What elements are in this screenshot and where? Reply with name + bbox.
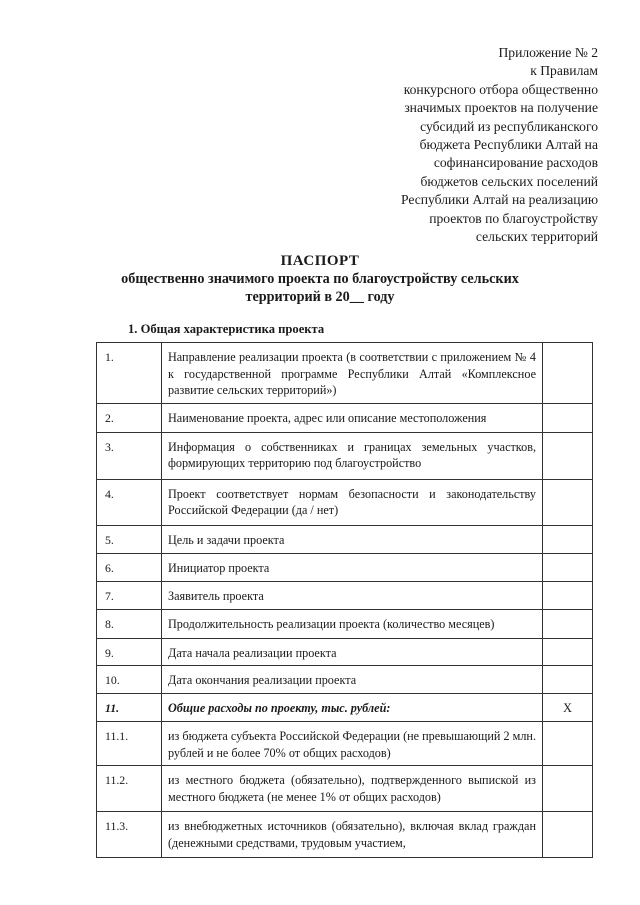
row-text: из внебюджетных источников (обязательно), включая вклад граждан (денежными средствами, трудовым участием, [162, 812, 543, 858]
table-row [97, 343, 593, 404]
appendix-note [401, 44, 598, 246]
row-number: 11.3. [97, 812, 162, 858]
table-row [97, 479, 593, 525]
document-subtitle [0, 270, 640, 306]
table-row [97, 432, 593, 479]
row-value [543, 581, 593, 609]
row-number: 11.2. [97, 766, 162, 812]
row-number: 4. [97, 479, 162, 525]
table-row [97, 403, 593, 432]
table-row [97, 525, 593, 553]
appendix-line: бюджетов сельских поселений [420, 173, 598, 189]
table-row [97, 812, 593, 858]
row-number: 9. [97, 638, 162, 666]
row-value [543, 525, 593, 553]
row-text: Информация о собственниках и границах земельных участков, формирующих территорию под благоустройство [162, 432, 543, 479]
row-number: 10. [97, 666, 162, 694]
row-text: из бюджета субъекта Российской Федерации (не превышающий 2 млн. рублей и не более 70% от общих расходов) [162, 722, 543, 766]
row-text: Наименование проекта, адрес или описание местоположения [162, 403, 543, 432]
row-value [543, 812, 593, 858]
row-number: 6. [97, 553, 162, 581]
row-number: 11. [97, 694, 162, 722]
table-row [97, 581, 593, 609]
row-value: X [543, 694, 593, 722]
table-row [97, 553, 593, 581]
row-text: Общие расходы по проекту, тыс. рублей: [162, 694, 543, 722]
appendix-line: Приложение № 2 [498, 45, 598, 60]
row-value [543, 609, 593, 638]
row-value [543, 343, 593, 404]
row-value [543, 638, 593, 666]
table-row [97, 694, 593, 722]
table-row [97, 766, 593, 812]
appendix-line: сельских территорий [475, 229, 598, 245]
row-text: из местного бюджета (обязательно), подтвержденного выпиской из местного бюджета (не менее 1% от общих расходов) [162, 766, 543, 812]
appendix-line: проектов по благоустройству [429, 210, 598, 226]
document-title: ПАСПОРТ [280, 253, 360, 269]
appendix-line: конкурсного отбора общественно [403, 81, 598, 97]
row-value [543, 479, 593, 525]
table-row [97, 722, 593, 766]
section-heading: 1. Общая характеристика проекта [128, 322, 325, 336]
passport-table [96, 342, 593, 858]
row-value [543, 666, 593, 694]
row-value [543, 553, 593, 581]
row-text: Дата начала реализации проекта [162, 638, 543, 666]
appendix-line: значимых проектов на получение [404, 100, 598, 116]
row-number: 2. [97, 403, 162, 432]
row-value [543, 432, 593, 479]
appendix-line: бюджета Республики Алтай на [419, 137, 598, 153]
row-text: Проект соответствует нормам безопасности и законодательству Российской Федерации (да / нет) [162, 479, 543, 525]
table-row [97, 609, 593, 638]
row-text: Цель и задачи проекта [162, 525, 543, 553]
row-value [543, 766, 593, 812]
row-number: 11.1. [97, 722, 162, 766]
row-number: 3. [97, 432, 162, 479]
appendix-line: к Правилам [530, 63, 598, 79]
row-value [543, 403, 593, 432]
row-text: Дата окончания реализации проекта [162, 666, 543, 694]
row-text: Продолжительность реализации проекта (количество месяцев) [162, 609, 543, 638]
table-row [97, 666, 593, 694]
row-number: 5. [97, 525, 162, 553]
appendix-line: субсидий из республиканского [420, 118, 598, 134]
subtitle-line-2: территорий в 20__ году [245, 289, 395, 305]
appendix-line: Республики Алтай на реализацию [400, 192, 598, 208]
row-text: Направление реализации проекта (в соответствии с приложением № 4 к государственной программе Республики Алтай «Комплексное развитие сельских территорий») [162, 343, 543, 404]
row-text: Инициатор проекта [162, 553, 543, 581]
table-row [97, 638, 593, 666]
row-text: Заявитель проекта [162, 581, 543, 609]
appendix-line: софинансирование расходов [433, 155, 598, 171]
row-value [543, 722, 593, 766]
subtitle-line-1: общественно значимого проекта по благоустройству сельских [121, 271, 519, 287]
row-number: 8. [97, 609, 162, 638]
row-number: 7. [97, 581, 162, 609]
row-number: 1. [97, 343, 162, 404]
